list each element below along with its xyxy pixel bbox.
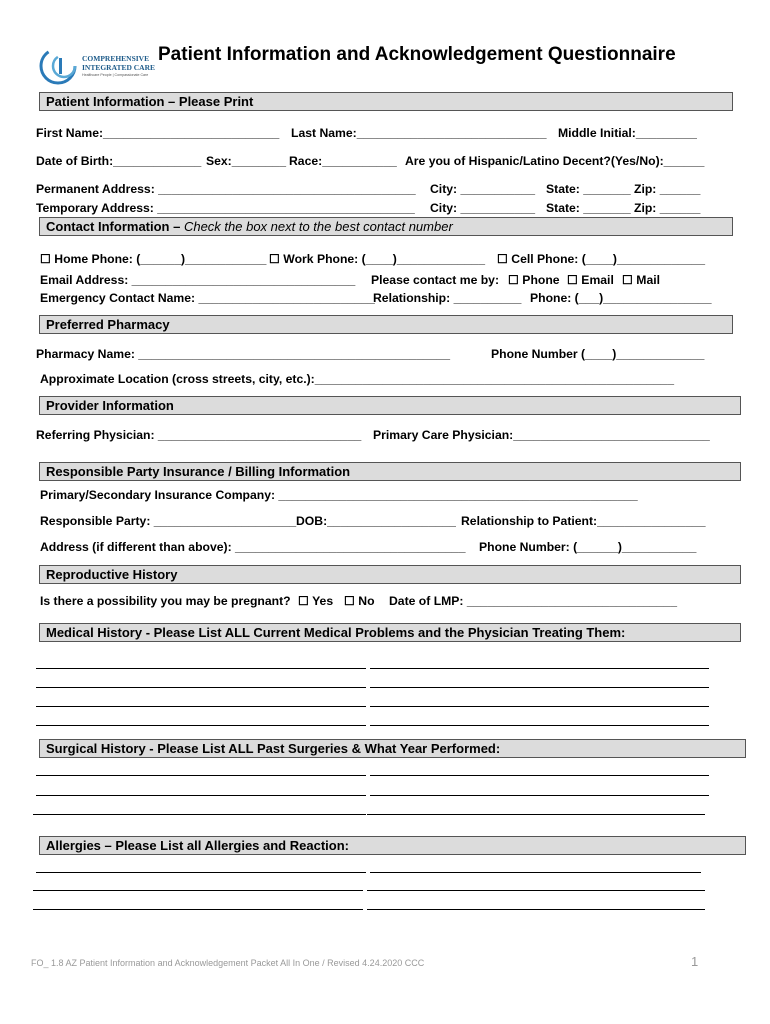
logo [38, 44, 155, 88]
surgical-entry-line[interactable] [367, 814, 705, 815]
section-heading [46, 219, 453, 234]
pregnancy-no-checkbox[interactable]: ☐ No [344, 594, 375, 608]
section-heading: Preferred Pharmacy [46, 317, 170, 332]
temporary-address-field[interactable]: Temporary Address: ______________________________________ [36, 201, 415, 215]
section-heading: Medical History - Please List ALL Current Medical Problems and the Physician Treating Them: [46, 625, 626, 640]
emergency-contact-field[interactable]: Emergency Contact Name: __________________________ [40, 291, 375, 305]
contact-email-checkbox[interactable]: ☐ Email [567, 273, 614, 287]
section-reproductive-history [39, 565, 741, 584]
medical-entry-line[interactable] [36, 706, 366, 707]
contact-preference-label: Please contact me by: [371, 273, 500, 287]
pregnancy-yes-checkbox[interactable]: ☐ Yes [298, 594, 334, 608]
medical-entry-line[interactable] [370, 687, 709, 688]
section-heading: Surgical History - Please List ALL Past Surgeries & What Year Performed: [46, 741, 501, 756]
dob-field[interactable]: Date of Birth:_____________ [36, 154, 202, 168]
section-allergies [39, 836, 746, 855]
first-name-field[interactable]: First Name:__________________________ [36, 126, 280, 140]
surgical-entry-line[interactable] [370, 795, 709, 796]
referring-physician-field[interactable]: Referring Physician: ______________________________ [36, 428, 362, 442]
medical-entry-line[interactable] [370, 668, 709, 669]
pregnancy-question: Is there a possibility you may be pregnant? [40, 594, 291, 608]
sex-field[interactable]: Sex:________ [206, 154, 286, 168]
lmp-date-field[interactable]: Date of LMP: _______________________________ [389, 594, 677, 608]
email-field[interactable]: Email Address: _________________________________ [40, 273, 356, 287]
home-phone-field[interactable]: ☐ Home Phone: (______)____________ [40, 252, 267, 266]
section-heading: Reproductive History [46, 567, 178, 582]
medical-entry-line[interactable] [370, 725, 709, 726]
responsible-party-dob-field[interactable]: DOB:___________________ [296, 514, 456, 528]
section-heading: Responsible Party Insurance / Billing Information [46, 464, 351, 479]
section-provider-information [39, 396, 741, 415]
race-field[interactable]: Race:___________ [289, 154, 397, 168]
temporary-state-field[interactable]: State: _______ [546, 201, 631, 215]
cell-phone-field[interactable]: ☐ Cell Phone: (____)_____________ [497, 252, 706, 266]
hispanic-field[interactable]: Are you of Hispanic/Latino Decent?(Yes/No):______ [405, 154, 705, 168]
surgical-entry-line[interactable] [36, 775, 366, 776]
allergy-entry-line[interactable] [33, 909, 363, 910]
medical-entry-line[interactable] [36, 725, 366, 726]
emergency-relationship-field[interactable]: Relationship: __________ [373, 291, 522, 305]
surgical-entry-line[interactable] [33, 814, 366, 815]
contact-heading-note: Check the box next to the best contact number [183, 219, 453, 234]
permanent-state-field[interactable]: State: _______ [546, 182, 631, 196]
section-heading: Patient Information – Please Print [46, 94, 254, 109]
permanent-city-field[interactable]: City: ___________ [430, 182, 536, 196]
surgical-entry-line[interactable] [36, 795, 366, 796]
primary-care-physician-field[interactable]: Primary Care Physician:_____________________________ [373, 428, 710, 442]
permanent-address-field[interactable]: Permanent Address: ______________________________________ [36, 182, 416, 196]
contact-mail-checkbox[interactable]: ☐ Mail [622, 273, 661, 287]
last-name-field[interactable]: Last Name:____________________________ [291, 126, 547, 140]
medical-entry-line[interactable] [370, 706, 709, 707]
emergency-phone-field[interactable]: Phone: (___)________________ [530, 291, 712, 305]
section-heading: Allergies – Please List all Allergies and Reaction: [46, 838, 349, 853]
pharmacy-name-field[interactable]: Pharmacy Name: ______________________________________________ [36, 347, 451, 361]
allergy-entry-line[interactable] [370, 872, 701, 873]
section-heading: Provider Information [46, 398, 174, 413]
responsible-phone-field[interactable]: Phone Number: (______)___________ [479, 540, 697, 554]
surgical-entry-line[interactable] [370, 775, 709, 776]
middle-initial-field[interactable]: Middle Initial:_________ [558, 126, 697, 140]
responsible-party-field[interactable]: Responsible Party: _____________________ [40, 514, 297, 528]
medical-entry-line[interactable] [36, 687, 366, 688]
cic-logo-icon [38, 44, 82, 88]
permanent-zip-field[interactable]: Zip: ______ [634, 182, 701, 196]
temporary-city-field[interactable]: City: ___________ [430, 201, 536, 215]
allergy-entry-line[interactable] [36, 872, 366, 873]
temporary-zip-field[interactable]: Zip: ______ [634, 201, 701, 215]
section-preferred-pharmacy [39, 315, 733, 334]
medical-entry-line[interactable] [36, 668, 366, 669]
section-medical-history [39, 623, 741, 642]
logo-line2: INTEGRATED CARE [82, 63, 155, 72]
logo-tagline: Healthcare People | Compassionate Care [82, 73, 149, 77]
pharmacy-phone-field[interactable]: Phone Number (____)_____________ [491, 347, 705, 361]
contact-heading-label: Contact Information – [46, 219, 184, 234]
allergy-entry-line[interactable] [367, 909, 705, 910]
section-insurance-billing [39, 462, 741, 481]
allergy-entry-line[interactable] [367, 890, 705, 891]
pharmacy-location-field[interactable]: Approximate Location (cross streets, city, etc.):_____________________________________________________ [40, 372, 674, 386]
section-surgical-history [39, 739, 746, 758]
footer-text: FO_ 1.8 AZ Patient Information and Acknowledgement Packet All In One / Revised 4.24.2020 CCC [31, 958, 425, 968]
section-patient-information [39, 92, 733, 111]
contact-phone-checkbox[interactable]: ☐ Phone [508, 273, 560, 287]
page-title: Patient Information and Acknowledgement Questionnaire [158, 44, 676, 65]
responsible-address-field[interactable]: Address (if different than above): __________________________________ [40, 540, 466, 554]
insurance-company-field[interactable]: Primary/Secondary Insurance Company: _____________________________________________________ [40, 488, 638, 502]
allergy-entry-line[interactable] [33, 890, 363, 891]
relationship-to-patient-field[interactable]: Relationship to Patient:________________ [461, 514, 706, 528]
logo-line1: COMPREHENSIVE [82, 54, 150, 63]
section-contact-information [39, 217, 733, 236]
work-phone-field[interactable]: ☐ Work Phone: (____)_____________ [269, 252, 485, 266]
page-number: 1 [691, 954, 699, 969]
